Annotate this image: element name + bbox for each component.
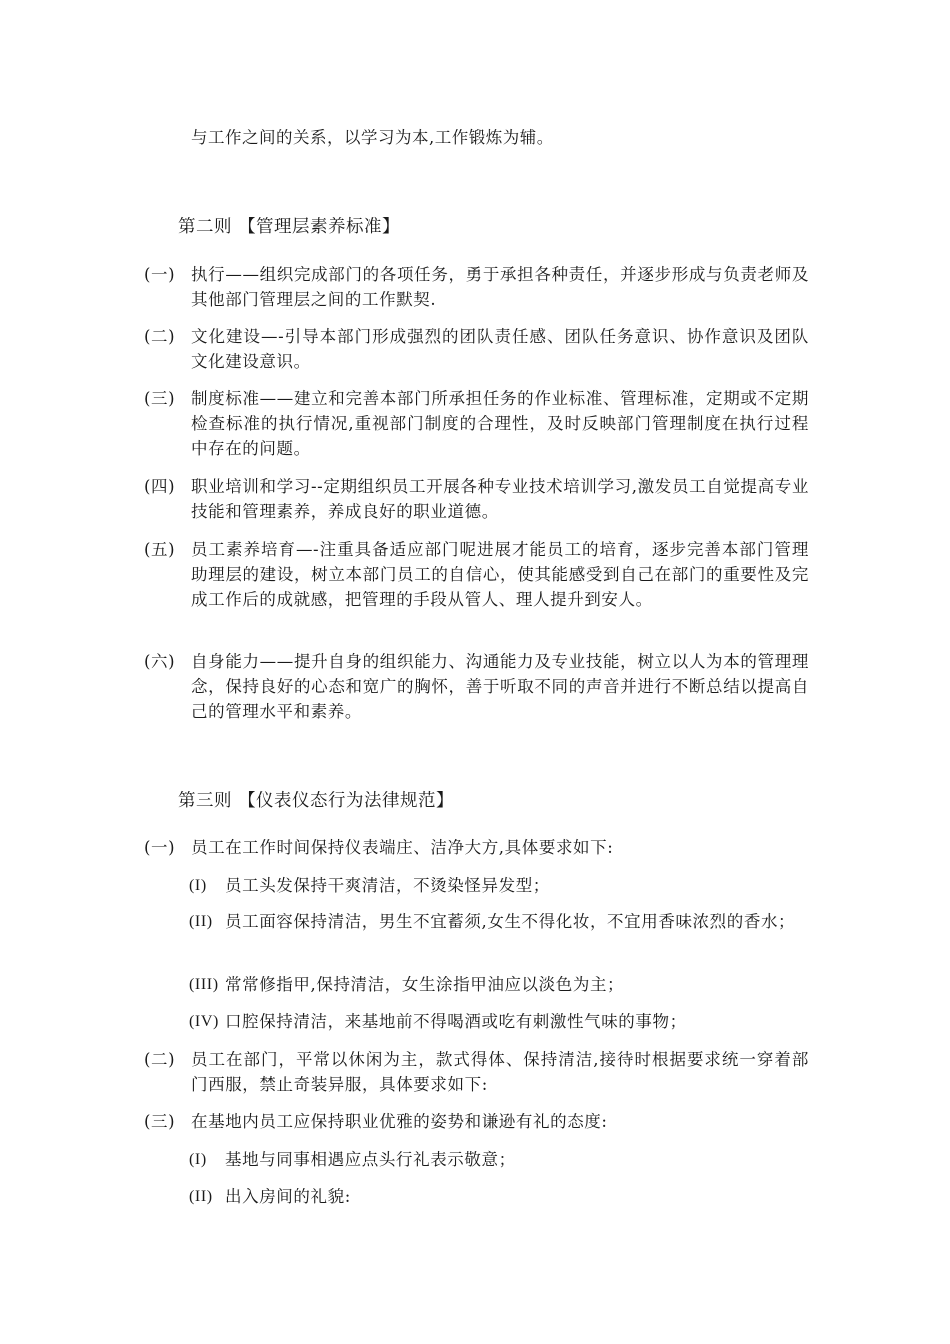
item-number: (五)	[144, 540, 176, 559]
item-text: 执行——组织完成部门的各项任务，勇于承担各种责任，并逐步形成与负责老师及其他部门管理层之间的工作默契.	[191, 265, 809, 309]
item-text: 在基地内员工应保持职业优雅的姿势和谦逊有礼的态度:	[191, 1112, 608, 1131]
list-item	[144, 1109, 809, 1134]
list-item	[144, 537, 809, 612]
item-text: 职业培训和学习--定期组织员工开展各种专业技术培训学习,激发员工自觉提高专业技能和管理素养，养成良好的职业道德。	[191, 477, 809, 521]
item-number: (三)	[144, 389, 176, 408]
sub-item-text: 基地与同事相遇应点头行礼表示敬意；	[225, 1150, 516, 1169]
list-item	[144, 262, 809, 312]
item-text: 员工素养培育—-注重具备适应部门呢进展才能员工的培育，逐步完善本部门管理助理层的建设，树立本部门员工的自信心，使其能感受到自己在部门的重要性及完成工作后的成就感，把管理的手段从管人、理人提升到安人。	[191, 540, 809, 609]
sub-item-number: (I)	[189, 877, 207, 894]
sub-item-text: 出入房间的礼貌:	[225, 1187, 351, 1206]
sub-item	[189, 1147, 809, 1172]
sub-item-text: 员工面容保持清洁，男生不宜蓄须,女生不得化妆，不宜用香味浓烈的香水；	[225, 912, 796, 931]
section-heading-3: 第三则 【仪表仪态行为法律规范】	[178, 791, 455, 811]
section-heading-2: 第二则 【管理层素养标准】	[178, 217, 401, 237]
sub-item-number: (III)	[189, 976, 219, 993]
item-number: (四)	[144, 477, 176, 496]
item-number: (六)	[144, 652, 176, 671]
item-number: (二)	[144, 1050, 176, 1069]
sub-item	[189, 1009, 809, 1034]
sub-item-number: (IV)	[189, 1013, 219, 1030]
sub-item	[189, 873, 809, 898]
list-item	[144, 1047, 809, 1097]
sub-item	[189, 909, 809, 934]
item-text: 文化建设—-引导本部门形成强烈的团队责任感、团队任务意识、协作意识及团队文化建设意识。	[191, 327, 809, 371]
sub-item-number: (I)	[189, 1151, 207, 1168]
item-text: 自身能力——提升自身的组织能力、沟通能力及专业技能，树立以人为本的管理理念，保持良好的心态和宽广的胸怀，善于听取不同的声音并进行不断总结以提高自己的管理水平和素养。	[191, 652, 809, 721]
sub-item-number: (II)	[189, 1188, 213, 1205]
sub-item	[189, 1184, 809, 1209]
item-number: (一)	[144, 265, 176, 284]
list-item	[144, 474, 809, 524]
list-item	[144, 386, 809, 461]
item-number: (一)	[144, 838, 176, 857]
item-number: (三)	[144, 1112, 176, 1131]
item-text: 员工在部门，平常以休闲为主，款式得体、保持清洁,接待时根据要求统一穿着部门西服，禁止奇装异服，具体要求如下:	[191, 1050, 809, 1094]
sub-item-text: 常常修指甲,保持清洁，女生涂指甲油应以淡色为主；	[225, 975, 625, 994]
item-text: 制度标准——建立和完善本部门所承担任务的作业标准、管理标准，定期或不定期检查标准的执行情况,重视部门制度的合理性，及时反映部门管理制度在执行过程中存在的问题。	[191, 389, 809, 458]
list-item	[144, 324, 809, 374]
list-item	[144, 649, 809, 724]
sub-item-text: 口腔保持清洁，来基地前不得喝酒或吃有刺激性气味的事物；	[225, 1012, 687, 1031]
sub-item-text: 员工头发保持干爽清洁，不烫染怪异发型；	[225, 876, 550, 895]
item-text: 员工在工作时间保持仪表端庄、洁净大方,具体要求如下:	[191, 838, 614, 857]
item-number: (二)	[144, 327, 176, 346]
intro-paragraph: 与工作之间的关系，以学习为本,工作锻炼为辅。	[191, 128, 554, 147]
sub-item-number: (II)	[189, 913, 213, 930]
list-item	[144, 835, 809, 860]
sub-item	[189, 972, 809, 997]
